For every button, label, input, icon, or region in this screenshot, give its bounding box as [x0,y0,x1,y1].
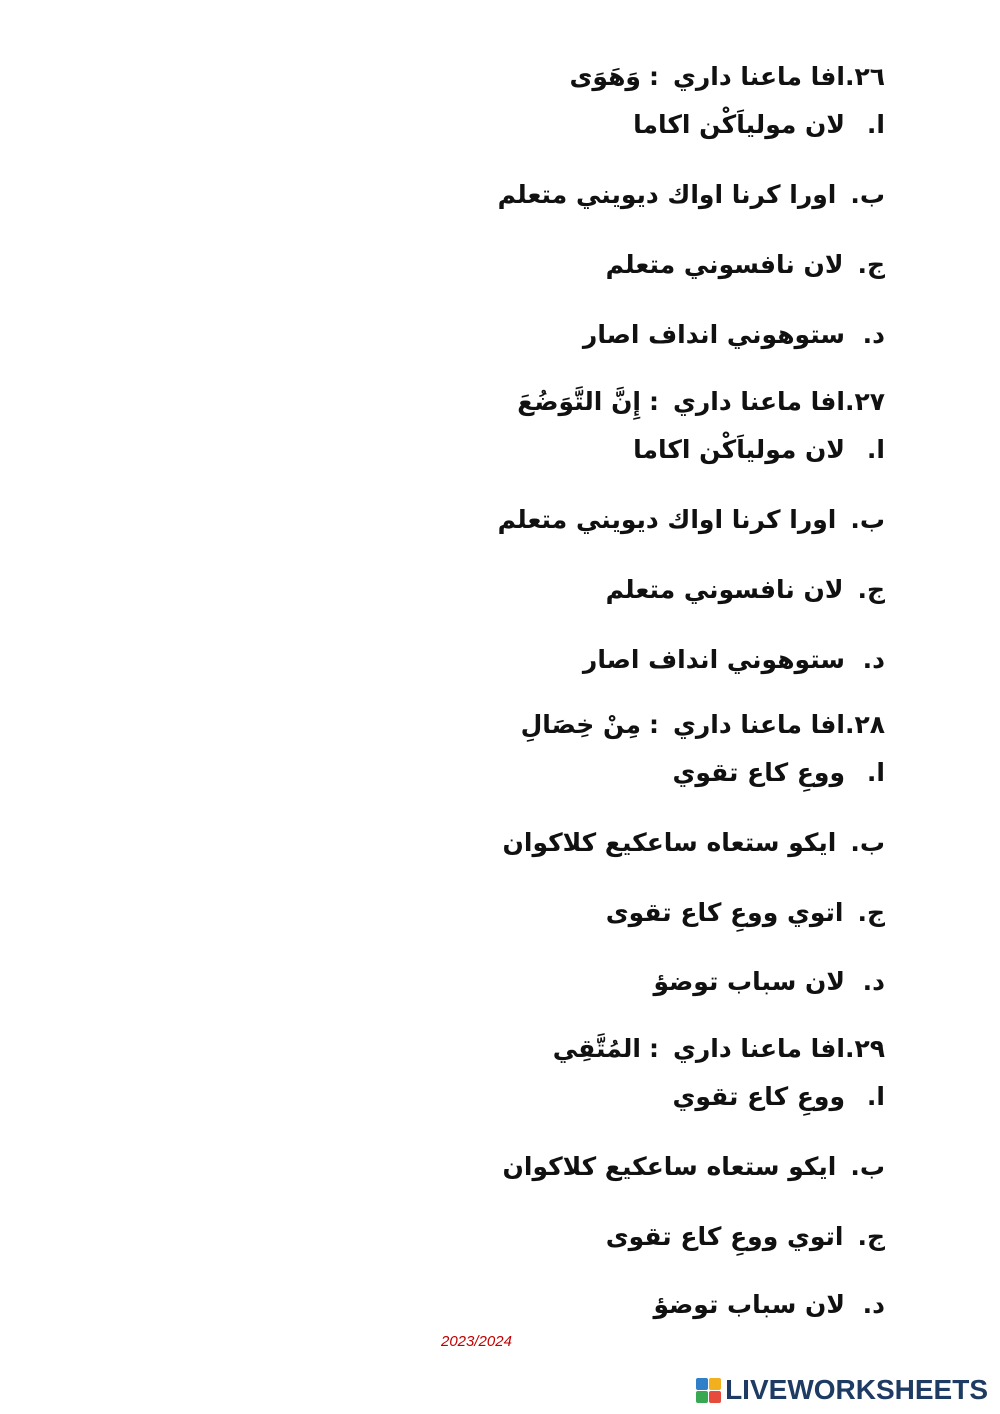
question-28-option-d[interactable] [653,965,885,999]
academic-year: 2023/2024 [441,1333,512,1350]
option-letter: د. [862,320,885,349]
question-27-option-c[interactable] [606,573,885,607]
liveworksheets-icon [696,1378,721,1403]
option-text: اتوي ووعِ كاع تقوى [605,1222,844,1251]
question-29-option-d[interactable] [653,1288,885,1322]
question-number: ٢٨. [844,710,885,739]
option-text: ستوهوني انداف اصار [582,320,845,349]
option-text: ووعِ كاع تقوي [672,758,845,787]
liveworksheets-logo[interactable] [696,1372,988,1408]
question-28-option-c[interactable] [606,896,885,930]
option-text: اورا كرنا اواك ديويني متعلم [497,180,837,209]
question-28-prompt [521,708,885,742]
brand-name: LIVEWORKSHEETS [725,1374,988,1405]
question-29-option-a[interactable] [672,1080,885,1114]
option-text: ستوهوني انداف اصار [582,645,845,674]
option-letter: ا. [866,435,885,464]
option-letter: ج. [857,575,885,604]
option-letter: ا. [866,110,885,139]
question-26-option-a[interactable] [633,108,885,142]
question-27-option-b[interactable] [498,503,885,537]
option-letter: ج. [857,250,885,279]
option-text: لان سباب توضؤ [653,967,845,996]
colon-separator: : [648,1034,659,1063]
question-29-option-b[interactable] [503,1150,885,1184]
logo-square-green [696,1391,708,1403]
question-number: ٢٦. [844,62,885,91]
option-text: لان سباب توضؤ [653,1290,845,1319]
option-letter: د. [862,645,885,674]
question-29-option-c[interactable] [606,1220,885,1254]
question-28-option-b[interactable] [503,826,885,860]
question-number: ٢٩. [844,1034,885,1063]
option-text: ايكو ستعاه ساعكيع كلاكوان [502,1152,837,1181]
option-letter: د. [862,967,885,996]
question-text: افا ماعنا داري [672,1034,845,1063]
arabic-word: وَهَوَى [569,62,641,91]
option-text: لان نافسوني متعلم [605,250,844,279]
logo-square-yellow [709,1378,721,1390]
option-text: اورا كرنا اواك ديويني متعلم [497,505,837,534]
question-28-option-a[interactable] [672,756,885,790]
question-text: افا ماعنا داري [672,387,845,416]
option-text: لان نافسوني متعلم [605,575,844,604]
option-letter: ا. [866,758,885,787]
option-letter: ب. [850,1152,885,1181]
question-29-prompt [553,1032,885,1066]
question-26-option-c[interactable] [606,248,885,282]
arabic-word: مِنْ خِصَالِ [520,710,641,739]
colon-separator: : [648,387,659,416]
option-letter: د. [862,1290,885,1319]
option-letter: ج. [857,898,885,927]
option-text: لان مولياَكْن اكاما [633,110,845,139]
question-26-prompt [570,60,885,94]
option-text: لان مولياَكْن اكاما [633,435,845,464]
question-27-option-d[interactable] [583,643,885,677]
option-letter: ب. [850,180,885,209]
option-letter: ج. [857,1222,885,1251]
option-letter: ب. [850,505,885,534]
question-27-prompt [517,385,885,419]
question-text: افا ماعنا داري [672,62,845,91]
option-text: ايكو ستعاه ساعكيع كلاكوان [502,828,837,857]
logo-square-blue [696,1378,708,1390]
option-letter: ب. [850,828,885,857]
question-26-option-b[interactable] [498,178,885,212]
option-text: ووعِ كاع تقوي [672,1082,845,1111]
arabic-word: إِنَّ التَّوَضُعَ [517,387,641,416]
question-text: افا ماعنا داري [672,710,845,739]
arabic-word: المُتَّقِي [552,1034,641,1063]
option-text: اتوي ووعِ كاع تقوى [605,898,844,927]
option-letter: ا. [866,1082,885,1111]
question-26-option-d[interactable] [583,318,885,352]
colon-separator: : [648,62,659,91]
question-27-option-a[interactable] [633,433,885,467]
question-number: ٢٧. [844,387,885,416]
logo-square-red [709,1391,721,1403]
colon-separator: : [648,710,659,739]
